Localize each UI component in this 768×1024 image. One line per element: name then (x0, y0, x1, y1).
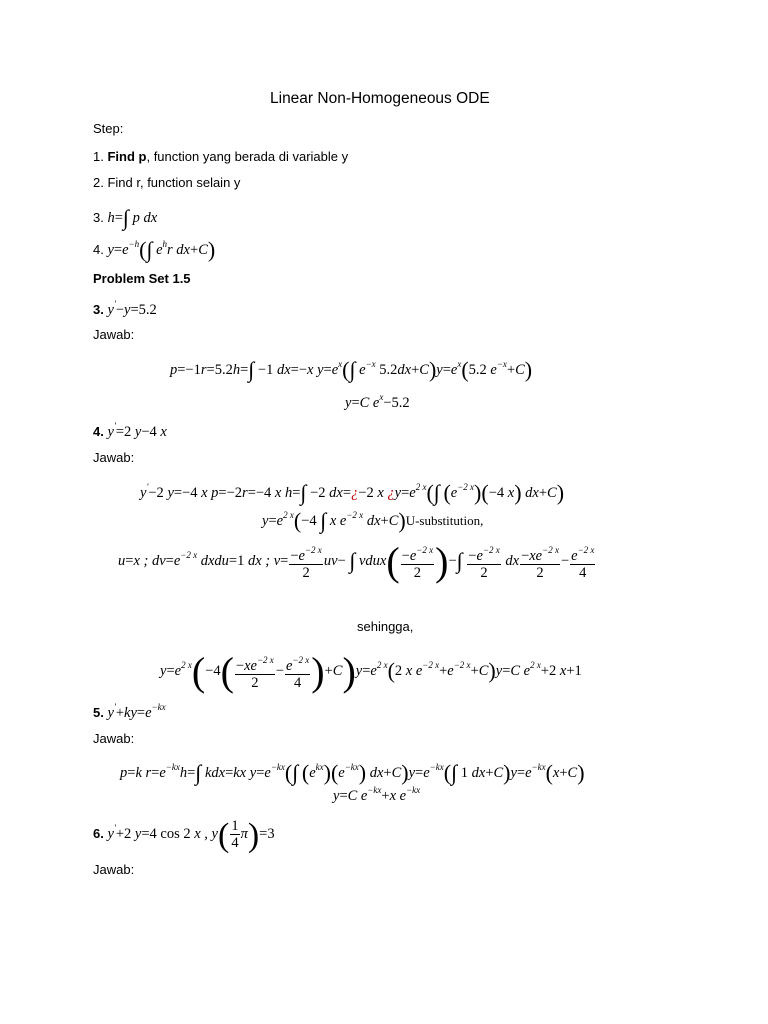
u-substitution-text: U-substitution, (405, 513, 484, 528)
problem-5-equation: $y'+ky=e^{-kx}$ (107, 702, 166, 721)
problem-4-solution-line-3: u=x ; $dv=e^{-2 x}$ dxdu=1 dx ; v= $\frac{-e^{-2 x}}{2}$ uv− ∫ vdux( $\frac{-e^{-2 x}}{2}$ )−∫ $\frac{-e^{-2 x}}{2}$ dx $\frac{-xe^{-2 x}}{2}$ − $\frac{e^{-2 x}}{4}$ (118, 539, 595, 584)
jawab-5: Jawab: (93, 731, 135, 746)
problem-set-heading: Problem Set 1.5 (93, 271, 191, 286)
problem-6 (93, 817, 275, 855)
jawab-4: Jawab: (93, 450, 135, 465)
problem-4 (93, 422, 167, 441)
page-title: Linear Non-Homogeneous ODE (270, 90, 490, 107)
step-4 (93, 237, 215, 263)
problem-3 (93, 300, 157, 319)
step-2: 2. Find r, function selain y (93, 175, 241, 190)
problem-3-equation: y'−y=5.2 (107, 299, 157, 318)
problem-4-number: 4. (93, 423, 104, 439)
problem-4-equation: y'=2 y−4 x (107, 421, 167, 440)
problem-4-solution-line-2: $y=e^{2 x}(-4$ ∫ x $e^{-2 x}$ dx+C)U-substitution, (262, 508, 484, 533)
step-3 (93, 205, 157, 231)
problem-5-solution-line-1: p=k $r=e^{-kx}h=\int$ kdx=kx $y=e^{-kx}(\int$ $(e^{kx})(e^{-kx})$ $dx+C)y=e^{-kx}(\int$ 1 $dx+C)y=e^{-kx}(x+C)$ (120, 760, 585, 785)
sehingga-text: sehingga, (357, 619, 414, 634)
problem-3-number: 3. (93, 301, 104, 317)
problem-6-equation: y'+2 y=4 cos 2 x , y( $\frac{1}{4}$ π)=3 (107, 817, 275, 854)
step-1-bold: Find p (107, 149, 147, 164)
step-3-formula: h=∫ p dx (107, 205, 158, 230)
problem-3-solution-line-1: p=−1r=5.2h=∫ −1 dx=−x $y=e^x(\int$ $e^{-x}$ $5.2dx+C)y=e^x(5.2$ $e^{-x}+C$) (170, 357, 533, 382)
jawab-6: Jawab: (93, 862, 135, 877)
problem-6-number: 6. (93, 826, 104, 841)
step-4-formula: $y=e^{-h}(\int$ $e^hr$ dx+C) (107, 237, 216, 262)
step-4-number: 4. (93, 242, 104, 257)
jawab-3: Jawab: (93, 327, 135, 342)
problem-5 (93, 703, 166, 722)
step-heading: Step: (93, 121, 124, 136)
problem-5-number: 5. (93, 704, 104, 720)
problem-3-solution-line-2: y=C $e^x-5.2$ (345, 392, 410, 411)
step-1-number: 1. (93, 149, 104, 164)
problem-4-solution-line-1: y'−2 y=−4 x p=−2r=−4 x h=∫ −2 dx=¿−2 x ¿$y=e^{2 x}(\int$ $(e^{-2 x})(-4$ x) dx+C) (140, 480, 565, 505)
step-3-number: 3. (93, 210, 104, 225)
step-1 (93, 149, 348, 164)
problem-4-solution-line-4: $y=e^{2 x}(-4$( $\frac{-xe^{-2 x}}{2}$ − $\frac{e^{-2 x}}{4}$ )$+C)y=e^{2 x}(2$ x $e^{-2 x}+e^{-2 x}+C)y=C$ $e^{2 x}+2$ x+1 (160, 649, 582, 694)
problem-5-solution-line-2: y=C $e^{-kx}+x$ $e^{-kx}$ (333, 785, 421, 804)
step-1-text: , function yang berada di variable y (146, 149, 349, 164)
